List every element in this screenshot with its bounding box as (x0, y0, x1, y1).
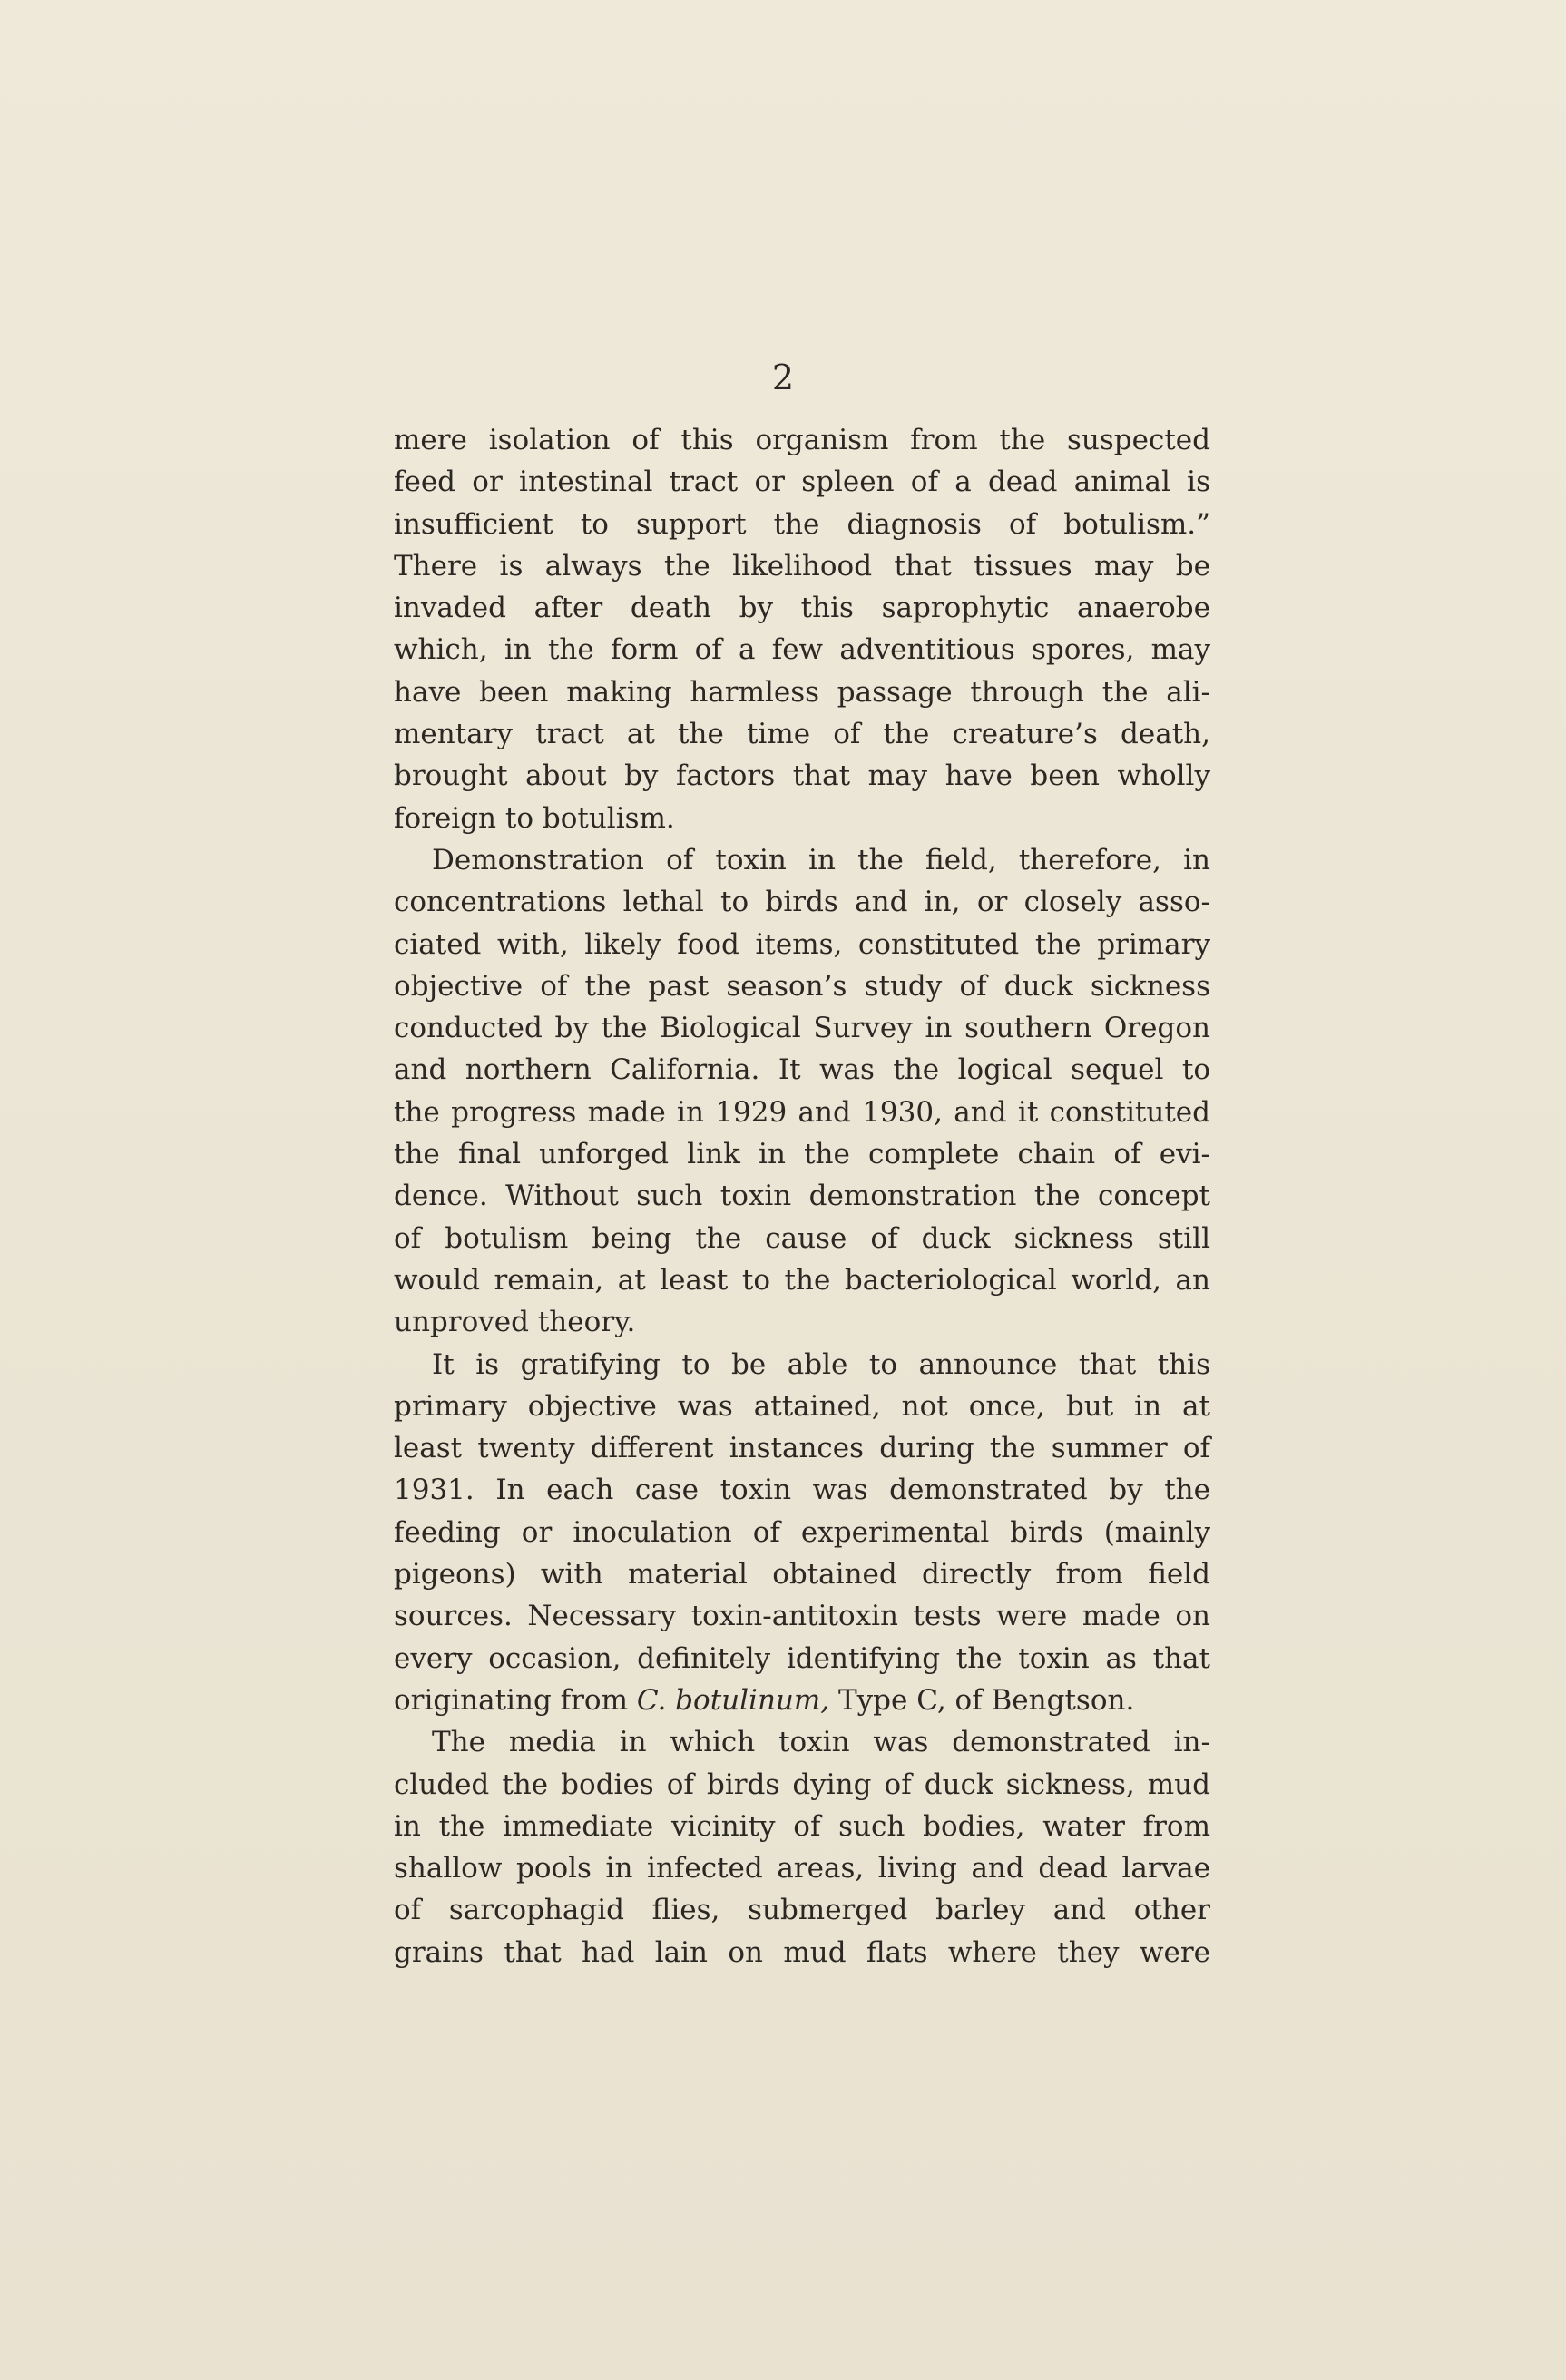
text-line: which, in the form of a few adventitious spores, may (394, 633, 1210, 667)
text-line: least twenty different instances during the summer of (394, 1432, 1210, 1465)
text-line: would remain, at least to the bacteriological world, an (394, 1263, 1210, 1297)
text-line: have been making harmless passage through the ali- (394, 675, 1210, 709)
text-line: pigeons) with material obtained directly from field (394, 1558, 1210, 1592)
text-line: grains that had lain on mud flats where they were (394, 1935, 1210, 1969)
text-line: foreign to botulism. (394, 801, 675, 835)
text-line: the final unforged link in the complete chain of evi- (394, 1138, 1210, 1171)
text-line: ciated with, likely food items, constituted the primary (394, 927, 1210, 961)
text-line: cluded the bodies of birds dying of duck sickness, mud (394, 1768, 1210, 1801)
text-line: the progress made in 1929 and 1930, and it constituted (394, 1095, 1210, 1129)
text-line: insufficient to support the diagnosis of botulism.” (394, 507, 1210, 541)
text-line: sources. Necessary toxin-antitoxin tests were made on (394, 1600, 1210, 1633)
text-line: unproved theory. (394, 1306, 636, 1339)
text-line: dence. Without such toxin demonstration the concept (394, 1180, 1210, 1213)
text-after-species: Type C, of Bengtson. (829, 1683, 1135, 1717)
text-line: primary objective was attained, not once, but in at (394, 1389, 1210, 1423)
text-line: conducted by the Biological Survey in southern Oregon (394, 1012, 1210, 1045)
text-line: invaded after death by this saprophytic anaerobe (394, 592, 1210, 625)
text-line: concentrations lethal to birds and in, or closely asso- (394, 886, 1210, 919)
text-line: mentary tract at the time of the creature’s death, (394, 718, 1210, 751)
text-line: It is gratifying to be able to announce that this (432, 1347, 1210, 1381)
text-line: objective of the past season’s study of duck sickness (394, 969, 1210, 1003)
text-line: 1931. In each case toxin was demonstrated by the (394, 1474, 1210, 1507)
text-line: of botulism being the cause of duck sickness still (394, 1221, 1210, 1255)
text-before-species: originating from (394, 1683, 637, 1717)
species-name: C. botulinum, (636, 1683, 830, 1717)
page-number: 2 (771, 357, 795, 397)
text-line: feed or intestinal tract or spleen of a dead animal is (394, 465, 1210, 499)
text-line: and northern California. It was the logical sequel to (394, 1053, 1210, 1087)
text-line: brought about by factors that may have been wholly (394, 759, 1210, 793)
text-line: in the immediate vicinity of such bodies, water from (394, 1809, 1210, 1843)
paragraph-2 (394, 839, 1210, 1344)
text-line: The media in which toxin was demonstrated in- (432, 1726, 1210, 1759)
paragraph-1 (394, 419, 1210, 839)
text-line: of sarcophagid flies, submerged barley and other (394, 1894, 1210, 1927)
paragraph-4 (394, 1721, 1210, 1974)
text-line: Demonstration of toxin in the field, therefore, in (432, 843, 1210, 877)
text-line-with-species-name (394, 1680, 1210, 1721)
text-line: feeding or inoculation of experimental birds (mainly (394, 1515, 1210, 1549)
text-line: every occasion, definitely identifying the toxin as that (394, 1641, 1210, 1675)
text-line: shallow pools in infected areas, living and dead larvae (394, 1852, 1210, 1885)
paragraph-3 (394, 1344, 1210, 1722)
text-line: There is always the likelihood that tissues may be (394, 549, 1210, 583)
text-line: mere isolation of this organism from the suspected (394, 424, 1210, 456)
body-text (394, 419, 1210, 1974)
